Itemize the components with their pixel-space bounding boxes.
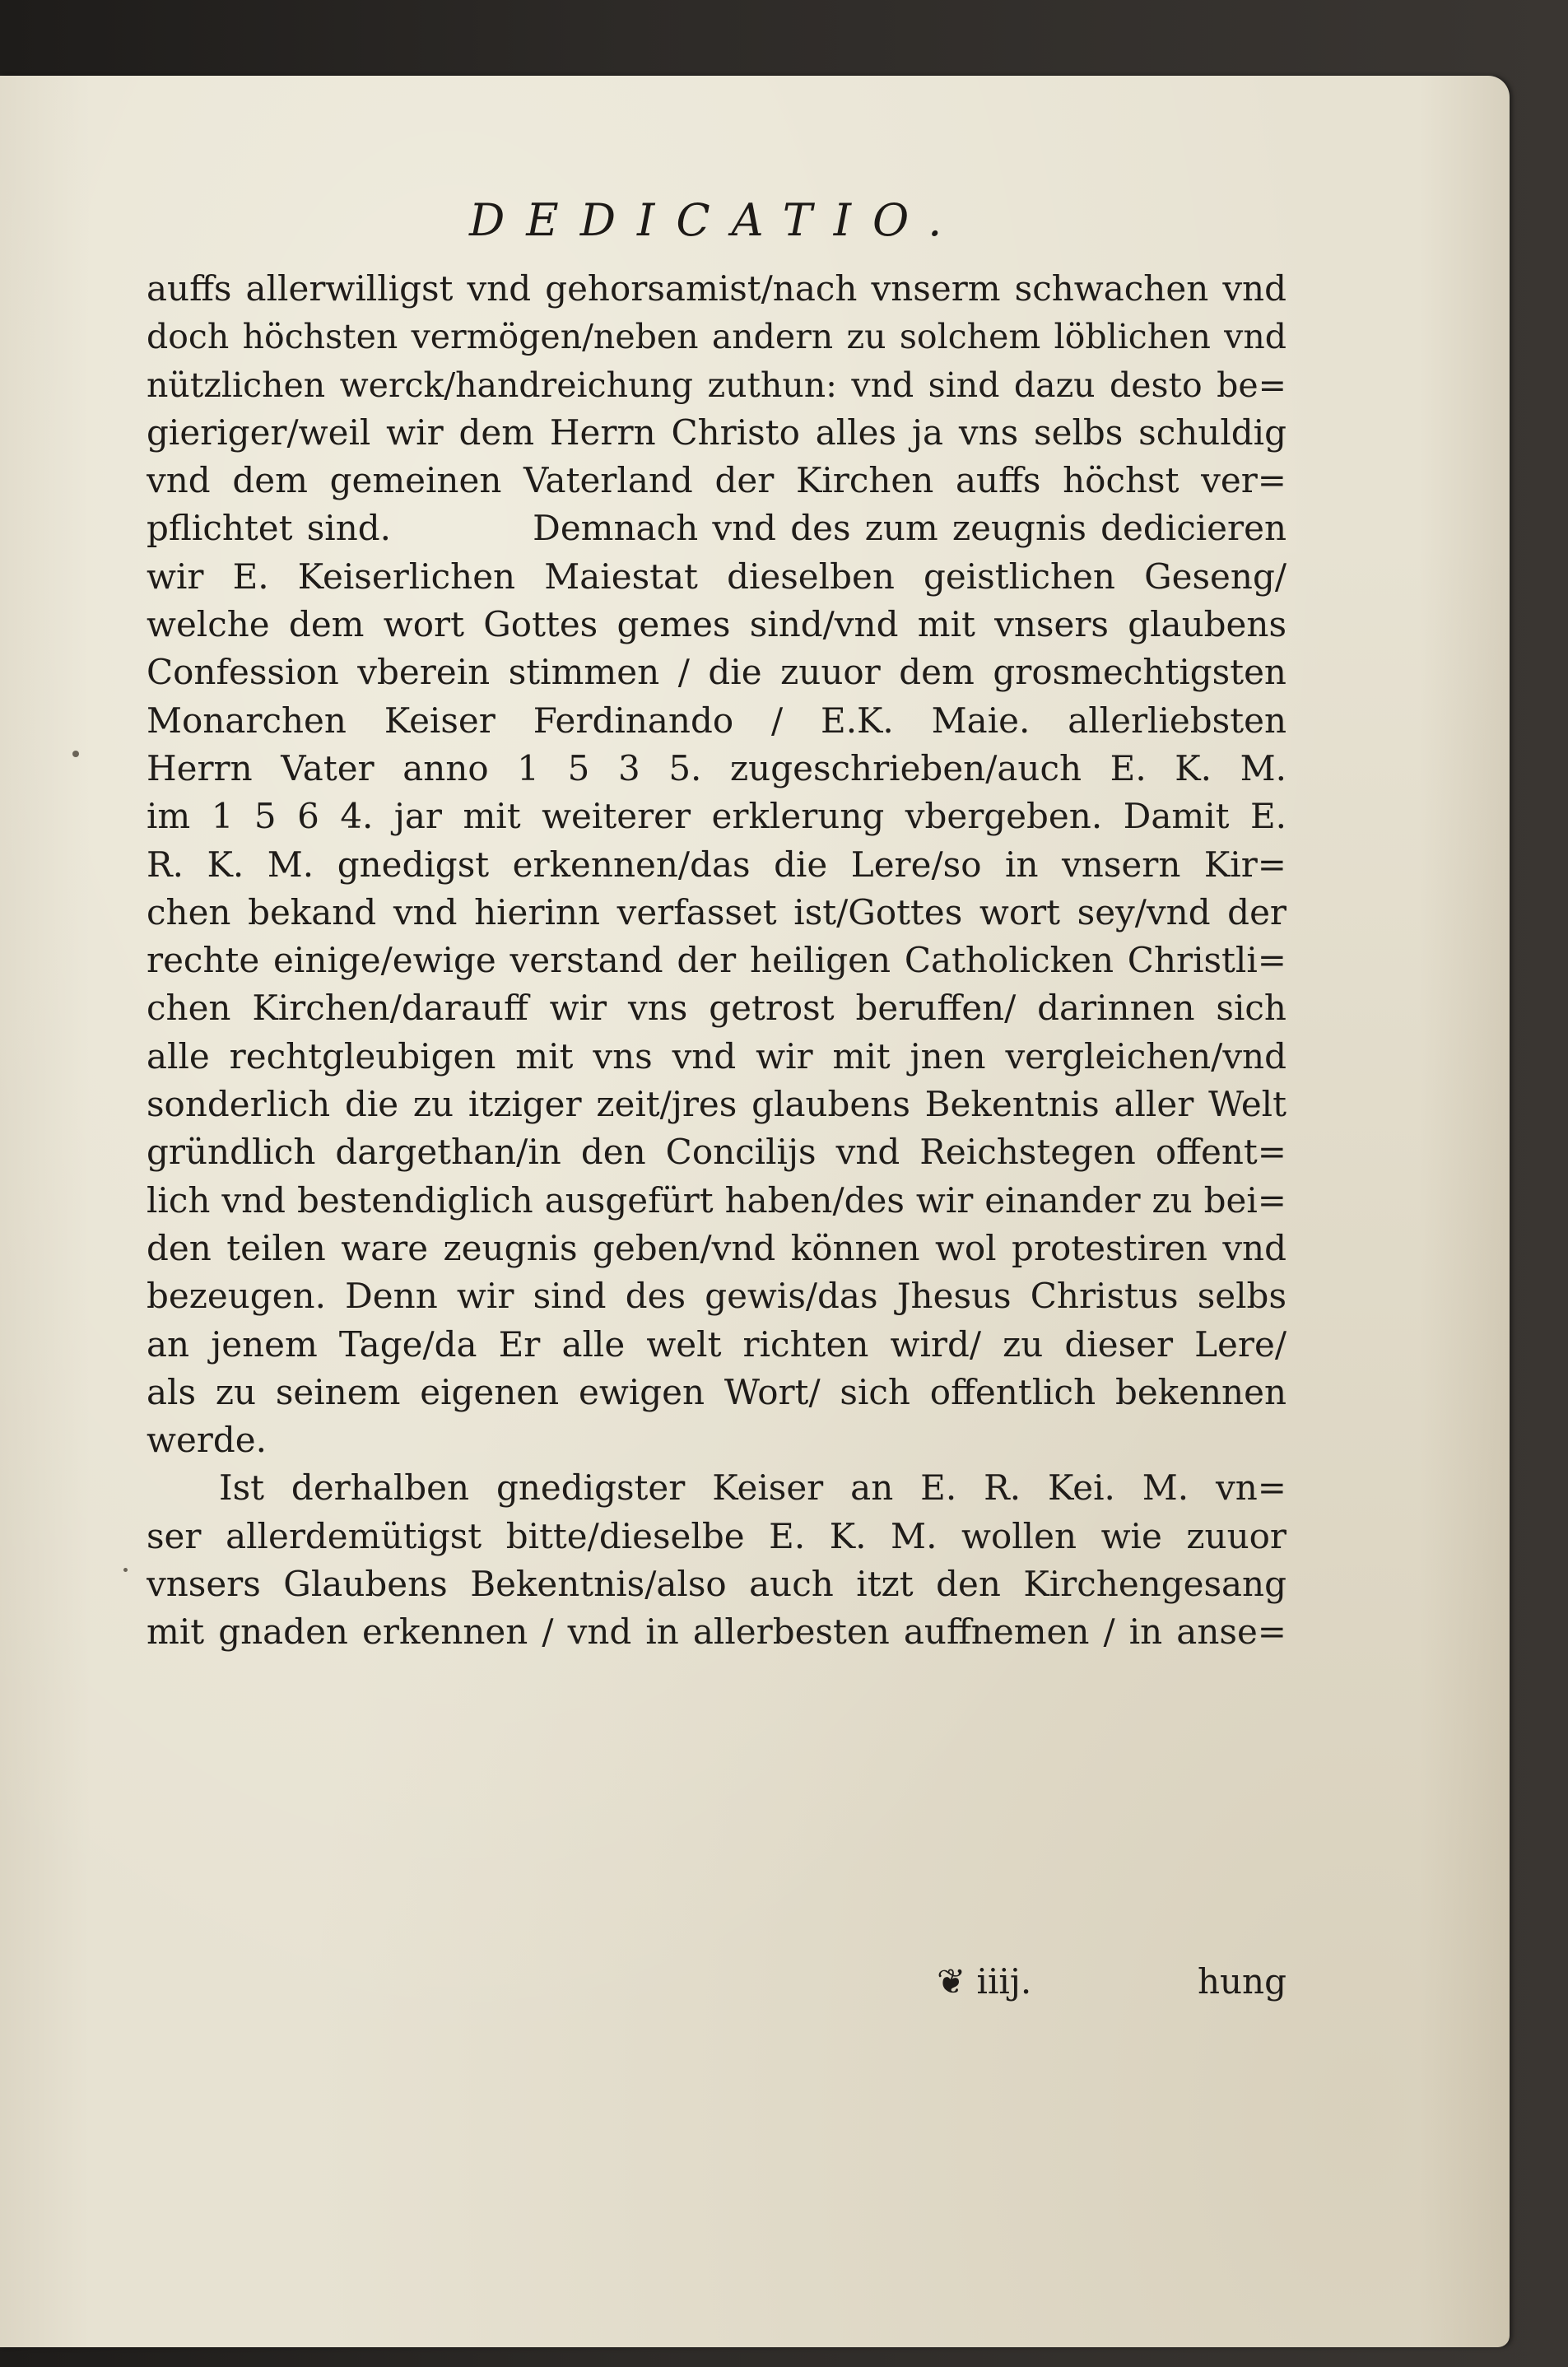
text-line: sonderlich die zu itziger zeit/jres glaubens Bekentnis aller Welt [147,1084,1287,1125]
paper-speck [123,1568,128,1572]
text-line: mit gnaden erkennen / vnd in allerbesten auffnemen / in anse= [147,1611,1287,1653]
text-line: im 1 5 6 4. jar mit weiterer erklerung vbergeben. Damit E. [147,796,1287,837]
paper-speck [72,751,79,757]
text-line: Ist derhalben gnedigster Keiser an E. R. Kei. M. vn= [219,1467,1287,1509]
text-line: doch höchsten vermögen/neben andern zu solchem löblichen vnd [147,317,1287,357]
text-line: Confession vberein stimmen / die zuuor dem grosmechtigsten [147,652,1287,693]
text-line: ser allerdemütigst bitte/dieselbe E. K. M. wollen wie zuuor [147,1515,1287,1556]
text-line: lich vnd bestendiglich ausgefürt haben/des wir einander zu bei= [147,1179,1287,1221]
text-line: bezeugen. Denn wir sind des gewis/das Jhesus Christus selbs [147,1276,1287,1317]
text-line: an jenem Tage/da Er alle welt richten wird/ zu dieser Lere/ [147,1323,1287,1365]
text-line: nützlichen werck/handreichung zuthun: vnd sind dazu desto be= [147,365,1287,405]
text-line: werde. [147,1420,267,1461]
text-line: chen Kirchen/darauff wir vns getrost beruffen/ darinnen sich [147,988,1287,1029]
text-line: den teilen ware zeugnis geben/vnd können wol protestiren vnd [147,1227,1287,1268]
page-footer [147,1958,1287,2006]
text-line: alle rechtgleubigen mit vns vnd wir mit jnen vergleichen/vnd [147,1035,1287,1077]
text-line: als zu seinem eigenen ewigen Wort/ sich offentlich bekennen [147,1371,1287,1412]
text-line: vnd dem gemeinen Vaterland der Kirchen auffs höchst ver= [147,460,1287,501]
running-heading: DEDICATIO. [469,194,964,246]
text-line: gründlich dargethan/in den Concilijs vnd Reichstegen offent= [147,1132,1287,1173]
text-line: R. K. M. gnedigst erkennen/das die Lere/so in vnsern Kir= [147,844,1287,885]
text-line: welche dem wort Gottes gemes sind/vnd mit vnsers glaubens [147,604,1287,645]
text-line: pflichtet sind. Demnach vnd des zum zeugnis dedicieren [147,508,1287,549]
signature-mark: ❦ iiij. [937,1961,1032,2002]
text-line: Monarchen Keiser Ferdinando / E.K. Maie. allerliebsten [147,700,1287,741]
catchword: hung [1197,1961,1287,2002]
text-line: auffs allerwilligst vnd gehorsamist/nach vnserm schwachen vnd [147,268,1287,309]
text-line: gieriger/weil wir dem Herrn Christo alles ja vns selbs schuldig [147,412,1287,453]
text-line: Herrn Vater anno 1 5 3 5. zugeschrieben/auch E. K. M. [147,747,1287,788]
text-line: wir E. Keiserlichen Maiestat dieselben geistlichen Geseng/ [147,556,1287,597]
text-line: rechte einige/ewige verstand der heiligen Catholicken Christli= [147,940,1287,981]
text-line: chen bekand vnd hierinn verfasset ist/Gottes wort sey/vnd der [147,891,1287,932]
text-line: vnsers Glaubens Bekentnis/also auch itzt den Kirchengesang [147,1564,1287,1605]
body-text [147,265,1287,1657]
